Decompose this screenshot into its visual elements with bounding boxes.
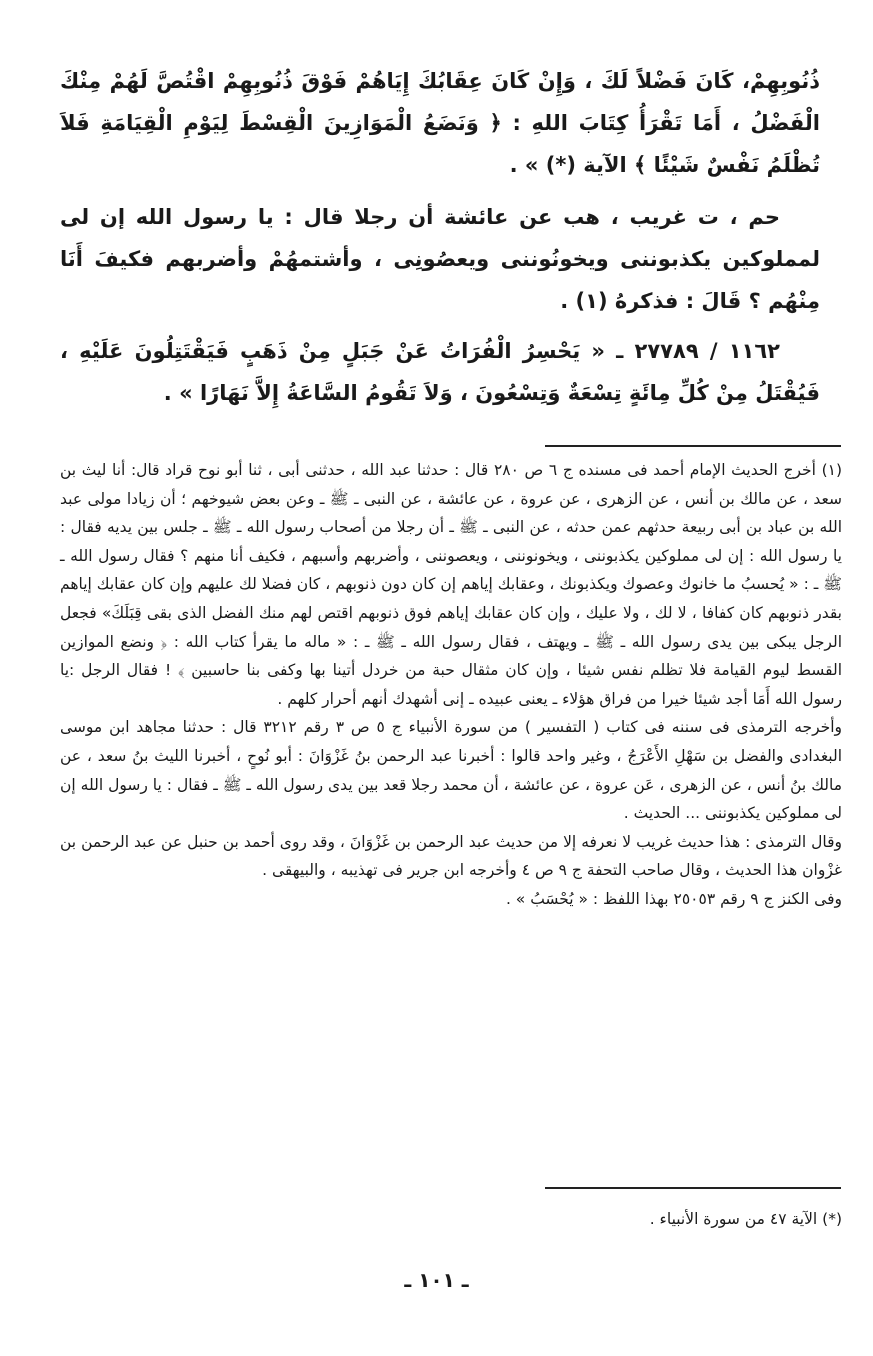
- main-paragraph-source: حم ، ت غريب ، هب عن عائشة أن رجلا قال : يا رسول الله إن لى لمملوكين يكذبوننى ويخونُوننى ويعصُونِى ، وأشتمهُمْ وأضربهم فكيفَ أَنَا مِنْهُم ؟ قَالَ : فذكرهُ (١) .: [60, 205, 820, 313]
- footnote-1-ahmad: (١) أخرج الحديث الإمام أحمد فى مسنده ج ٦ ص ٢٨٠ قال : حدثنا عبد الله ، حدثنى أبى ، ثنا أبو نوح قراد قال: أنا ليث بن سعد ، عن مالك بن أنس ، عن الزهرى ، عن عروة ، عن عائشة ، عن النبى ـ ﷺ ـ وعن بعض شيوخهم ؛ أن زيادا مولى عبد الله بن عباد بن أبى ربيعة حدثهم عمن حدثه ، عن النبى ـ ﷺ ـ أن رجلا من أصحاب رسول الله ـ ﷺ ـ جلس بين يديه فقال : يا رسول الله : إن لى مملوكين يكذبوننى ، ويخونوننى ، ويعصوننى ، وأضربهم وأسبهم ، فكيف أنا منهم ؟ فقال رسول الله ـ ﷺ ـ : « يُحسبُ ما خانوك وعصوك ويكذبونك ، وعقابك إياهم إن كان دون ذنوبهم ، كان فضلا لك عليهم وإن كان عقابك إياهم بقدر ذنوبهم كان كفافا ، لا لك ، ولا عليك ، وإن كان عقابك إياهم فوق ذنوبهم اقتص لهم منك الفضل الذى بقى قِبَلَكَ» فجعل الرجل يبكى بين يدى رسول الله ـ ﷺ ـ ويهتف ، فقال رسول الله ـ ﷺ ـ : « ماله ما يقرأ كتاب الله : ﴿ ونضع الموازين القسط ليوم القيامة فلا تظلم نفس شيئا ، وإن كان مثقال حبة من خردل أتينا بها وكفى بنا حاسبين ﴾ ! فقال الرجل :يا رسول الله أَمَا أجد شيئا خيرا من فراق هؤلاء ـ يعنى عبيده ـ إنى أشهدك أنهم أحرار كلهم .: [60, 461, 843, 708]
- main-paragraph-hadith-1162: ١١٦٢ / ٢٧٧٨٩ ـ « يَحْسِرُ الْفُرَاتُ عَنْ جَبَلٍ مِنْ ذَهَبٍ فَيَقْتَتِلُونَ عَلَيْهِ ، فَيُقْتَلُ مِنْ كُلِّ مِائَةٍ تِسْعَةٌ وَتِسْعُونَ ، وَلاَ تَقُومُ السَّاعَةُ إِلاَّ نَهَارًا » .: [60, 339, 820, 405]
- star-note-divider: [545, 1187, 841, 1189]
- page-number: ـ ١٠١ ـ: [404, 1268, 469, 1292]
- footnote-1-kanz: وفى الكنز ج ٩ رقم ٢٥٠٥٣ بهذا اللفظ : « يُحْسَبُ » .: [505, 889, 842, 908]
- main-text-block: [60, 60, 820, 414]
- footnote-1-tirmidhi-comment: وقال الترمذى : هذا حديث غريب لا نعرفه إلا من حديث عبد الرحمن بن غَزْوَانَ ، وقد روى أحمد بن حنبل عن عبد الرحمن بن غزْوان هذا الحديث ، وقال صاحب التحفة ج ٩ ص ٤ وأخرجه ابن جرير فى تهذيبه ، والبيهقى .: [60, 832, 842, 880]
- main-paragraph-hadith-end: ذُنُوبِهِمْ، كَانَ فَضْلاً لَكَ ، وَإِنْ كَانَ عِقَابُكَ إِيَاهُمْ فَوْقَ ذُنُوبِهِمْ اقْتُصَّ لَهُمْ مِنْكَ الْفَضْلُ ، أَمَا تَقْرَأُ كِتَابَ اللهِ : ﴿ وَنَضَعُ الْمَوَازِينَ الْقِسْطَ لِيَوْمِ الْقِيَامَةِ فَلاَ تُظْلَمُ نَفْسٌ شَيْئًا ﴾ الآية (*) » .: [60, 69, 820, 177]
- footnote-1-tirmidhi: وأخرجه الترمذى فى سننه فى كتاب ( التفسير ) من سورة الأنبياء ج ٥ ص ٣ رقم ٣٢١٢ قال : حدثنا مجاهد ابن موسى البغدادى والفضل بن سَهْلِ الأَعْرَجُ ، وغير واحد قالوا : أخبرنا عبد الرحمن بنُ غَزْوَانَ : أبو نُوحٍ ، أخبرنا الليث بنُ سعد ، عن مالك بنُ أنس ، عن الزهرى ، عَن عروة ، عن عائشة ، أن محمد رجلا قعد بين يدى رسول الله ـ ﷺ ـ فقال : يا رسول الله إن لى مملوكين يكذبوننى ... الحديث .: [60, 718, 843, 823]
- footnotes-block: [60, 456, 842, 914]
- footnote-divider: [545, 445, 841, 447]
- star-footnote: (*) الآية ٤٧ من سورة الأنبياء .: [649, 1210, 842, 1228]
